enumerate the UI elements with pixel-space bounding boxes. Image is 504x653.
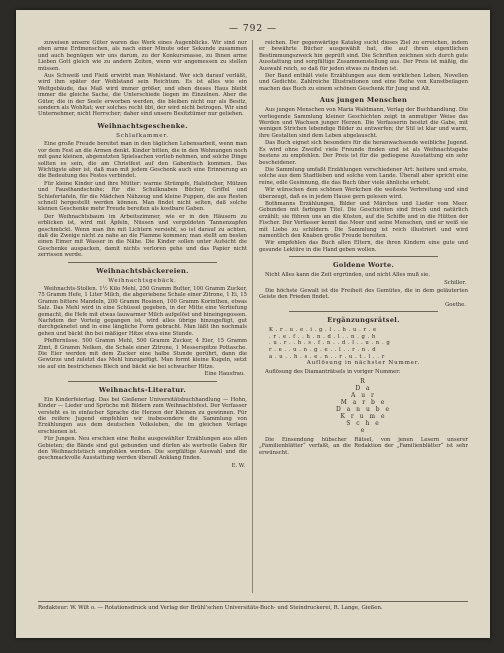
section-subheading: Schlafkammer.	[116, 132, 169, 139]
divider	[289, 256, 438, 257]
answer-heading: Auflösung des Diamanträtsels in voriger Nummer:	[265, 368, 401, 375]
intro-paragraph: Aus Schweiß und Fleiß erwirbt man Wohlstand. Wer sich darauf verläßt, wird ihm später der Wohlstand sein Reichtum. Es ist alles wie ein Weltgebäude, das Maß wird immer größer, und eben dieses Haus bleibt immer die gleiche Sache, die Unterschiede liegen im Einzelnen. Aber die Güter, die in der Seele erworben werden, die bleiben nicht nur als Besitz, sondern als Wohltat; wer solches recht übt, der wird nicht betrogen. Wir sind Unternehmer, nicht Herrscher; daher sind unsere Besitztümer nur geliehen.	[38, 73, 247, 118]
paragraph: Ein Kinderfeiertag. Das bei Gießener Universitätsbuchhandlung — Hohn, Kinder — Lieder und Sprüche mit Bildern zum Weihnachtsfest. Der Verfasser versteht es in einfacher Sprache die Herzen der Kleinen zu gewinnen. Für die reifere Jugend empfehlen wir insbesondere die Sammlung von Erzählungen aus dem deutschen Volksleben, die im gleichen Verlage erschienen ist.	[38, 396, 247, 435]
section-heading-gifts: Weihnachtsgeschenke.	[97, 121, 188, 130]
divider	[68, 262, 217, 263]
puzzle-line: . r . e . f . . h . n . d . l . . n . g . h	[269, 333, 376, 340]
paragraph: Für Jungen. Neu erschien eine Reihe ausgewählter Erzählungen aus allen Gebieten; die Bände sind gut gebunden und dürfen als wertvolle Gaben für den Weihnachtstisch empfohlen werden. Die sorgfältige Auswahl und die geschmackvolle Ausstattung werden überall Anklang finden.	[38, 436, 247, 462]
signature: E. W.	[231, 462, 245, 469]
puzzle-line: K . r . u . e . i . g . l . . h . u . r . e	[269, 327, 377, 334]
paragraph: Der Weihnachtsbaum im Arbeitszimmer, wie er in den Häusern zu erblicken ist, wird mit Äpfeln, Nüssen und vergoldeten Tannenzapfen geschmückt. Wenn man ihn mit Lichtern versieht, so ist darauf zu achten, daß die Zweige nicht zu nahe an die Flamme kommen; man stellt am besten einen Eimer mit Wasser in die Nähe. Die Kinder sollen unter Aufsicht die Geschenke auspacken, damit nichts verloren gehe und das Papier nicht zerrissen werde.	[38, 213, 247, 259]
diamond-row: A u r	[351, 392, 376, 399]
puzzle-line: . u . r . . h . s . f . n . . d . l . . u . n . g	[269, 340, 391, 347]
signature: Eine Hausfrau.	[204, 371, 245, 378]
diamond-row: R	[360, 378, 367, 385]
section-heading-golden-words: Goldene Worte.	[332, 261, 395, 270]
divider	[289, 311, 438, 312]
paragraph: Der Band enthält viele Erzählungen aus dem wirklichen Leben, Novellen und Gedichte. Zahlreiche Illustrationen und eine Reihe von Kunstbeilagen machen das Buch zu einem schönen Geschenk für Jung und Alt.	[259, 73, 468, 92]
diamond-row: S c h e	[346, 420, 381, 427]
right-column	[259, 40, 468, 593]
puzzle-line: r . e . . u . n . g . e . . l . . r . n . d	[269, 347, 377, 353]
quote-author: Goethe.	[445, 301, 466, 308]
diamond-row: e	[360, 427, 367, 434]
quote-author: Schiller.	[444, 279, 466, 286]
quote: Nicht Alles kann die Zeit ergründen, und nicht Alles muß sie.	[265, 272, 430, 279]
section-subheading: Weihnachtsgebäck.	[108, 277, 177, 284]
divider	[68, 381, 217, 382]
paragraph: Das Buch eignet sich besonders für die heranwachsende weibliche Jugend. Es wird ohne Zweifel viele Freunde finden und ist als Weihnachtsgabe bestens zu empfehlen. Der Preis ist für die gediegene Ausstattung ein sehr bescheidener.	[259, 140, 468, 166]
puzzle-note: Auflösung in nächster Nummer.	[306, 360, 421, 367]
newspaper-page	[16, 10, 490, 638]
section-heading-literature: Weihnachts-Literatur.	[98, 385, 187, 394]
section-heading-baking: Weihnachtsbäckereien.	[96, 266, 189, 275]
recipe-paragraph: Weihnachts-Stollen. 1½ Kilo Mehl, 250 Gramm Butter, 100 Gramm Zucker, 75 Gramm Hefe, 1 Liter Milch, die abgeriebene Schale einer Zitrone, 1 Ei, 15 Gramm bittere Mandeln, 200 Gramm Rosinen, 100 Gramm Korinthen, etwas Salz. Das Mehl wird in eine Schüssel gegeben, in der Mitte eine Vertiefung gemacht, die Hefe mit etwas lauwarmer Milch aufgelöst und hineingegossen. Nachdem der Vorteig gegangen ist, wird alles übrige hinzugefügt, gut durchgeknetet und in eine längliche Form gebracht. Man läßt ihn nochmals gehen und bäckt ihn bei mäßiger Hitze etwa eine Stunde.	[38, 286, 247, 337]
section-heading-puzzle: Ergänzungsrätsel.	[327, 316, 400, 325]
imprint-footer: Redakteur: W. Wilt o. — Rotationsdruck und Verlag der Brühl'schen Universitäts-Buch- und Steindruckerei, R. Lange, Gießen.	[38, 601, 468, 612]
paragraph: Die Sammlung umfaßt Erzählungen verschiedener Art: heitere und ernste, solche aus dem Stadtleben und solche vom Lande. Überall aber spricht eine reine, edle Gesinnung, die das Buch über viele ähnliche erhebt.	[259, 166, 468, 186]
paragraph: reichen. Der gegenwärtige Katalog sucht dieses Ziel zu erreichen, indem er bewährte Bücher ausgewählt hat, die auf ihren eigentlichen Bestimmungszweck hin geprüft sind. Die Schriften zeichnen sich durch gute Ausstattung und sorgfältige Zusammenstellung aus. Der Preis ist mäßig, die Auswahl reich, so daß für jeden etwas zu finden ist.	[259, 40, 468, 72]
recipe-paragraph: Pfeffernüsse. 500 Gramm Mehl, 500 Gramm Zucker, 4 Eier, 15 Gramm Zimt, 8 Gramm Nelken, die Schale einer Zitrone, 1 Messerspitze Pottasche. Die Eier werden mit dem Zucker eine halbe Stunde gerührt, dann die Gewürze und zuletzt das Mehl hinzugefügt. Man formt kleine Kugeln, setzt sie auf ein bestrichenes Blech und bäckt sie bei schwacher Hitze.	[38, 338, 247, 370]
diamond-row: D a n u b e	[335, 406, 392, 413]
diamond-row: K r u m e	[340, 413, 387, 420]
paragraph: Eine große Freude bereitet man in den täglichen Lebensarbeit, wenn man vor dem Fest an die Armen denkt. Kinder bitten, die in den Wohnungen noch mit ganz kleinen, abgenutzten Spielsachen vorlieb nehmen, und solche Dinge sollten es sein, die am Christfest auf den Gabentisch kommen. Das Wichtigste aber ist, daß man mit jedem Geschenk auch eine Erinnerung an die Bedeutung des Festes verbindet.	[38, 141, 247, 180]
left-column	[38, 40, 247, 593]
quote: Die höchste Gewalt ist die Freiheit des Gemütes, die in dem geläuterten Geiste den Frieden findet.	[259, 288, 468, 301]
paragraph: Aus jungen Menschen von Maria Waldmann, Verlag der Buchhandlung. Die vorliegende Sammlung kleiner Geschichten zeigt in anmutiger Weise das Werden und Wachsen junger Herzen. Die Verfasserin besitzt die Gabe, mit wenigen Strichen lebendige Bilder zu entwerfen; ihr Stil ist klar und warm, ihre Gestalten sind dem Leben abgelauscht.	[259, 107, 468, 139]
diamond-row: D a	[355, 385, 372, 392]
puzzle-line: a . u . . h . s . e . n . . r . u . t . l . . r	[269, 353, 385, 360]
intro-paragraph: zuweisen unsere Güter waren das Werk eines Augenblicks. Wir sind nur eben arme Erdmenschen, als nach einer Minute oder Sekunde zusammen und auch begnügen wir uns darum, zu der Konkursmasse, zu Ihnen arme Lieben Gott gleich wie zu andern Zeiten, wenn wir angemessen zu stellen müssen.	[38, 40, 247, 72]
column-divider	[252, 40, 253, 593]
closing-note: Die Einsendung hübscher Rätsel, von jenen Lesern unserer „Familienblätter“ verfaßt, an die Redaktion der „Familienblätter“ ist sehr erwünscht.	[259, 437, 468, 456]
paragraph: Bothmanns Erzählungen, Bilder und Märchen und Lieder vom Meer. Gebunden mit farbigem Titel. Die Geschichten sind frisch und natürlich erzählt; sie führen uns an die Küsten, auf die Schiffe und in die Hütten der Fischer. Der Verfasser kennt das Meer und seine Menschen, und er weiß sie mit Liebe zu schildern. Die Sammlung ist reich illustriert und wird namentlich den Knaben große Freude bereiten.	[259, 200, 468, 239]
paragraph: Für kleine Kinder und ihre Mütter: warme Strümpfe, Halstücher, Mützen und Fausthandschuhe; für die Schulknaben Bücher, Griffel und Schiefertafeln, für die Mädchen Nähzeug und kleine Puppen, die aus Resten schnell hergestellt werden können. Man findet nicht selten, daß solche kleinen Geschenke mehr Freude bereiten als kostbare Gaben.	[38, 180, 247, 213]
diamond-answer	[334, 378, 394, 434]
paragraph: Wir empfehlen das Buch allen Eltern, die ihren Kindern eine gute und gesunde Lektüre in die Hand geben wollen.	[259, 240, 468, 253]
diamond-row: M a r b e	[340, 399, 387, 406]
section-heading-young-people: Aus jungen Menschen	[319, 96, 408, 105]
paragraph: Wir wünschen dem schönen Werkchen die weiteste Verbreitung und sind überzeugt, daß es in jedem Hause gern gelesen wird.	[259, 187, 468, 200]
page-number: — 792 —	[229, 24, 277, 34]
